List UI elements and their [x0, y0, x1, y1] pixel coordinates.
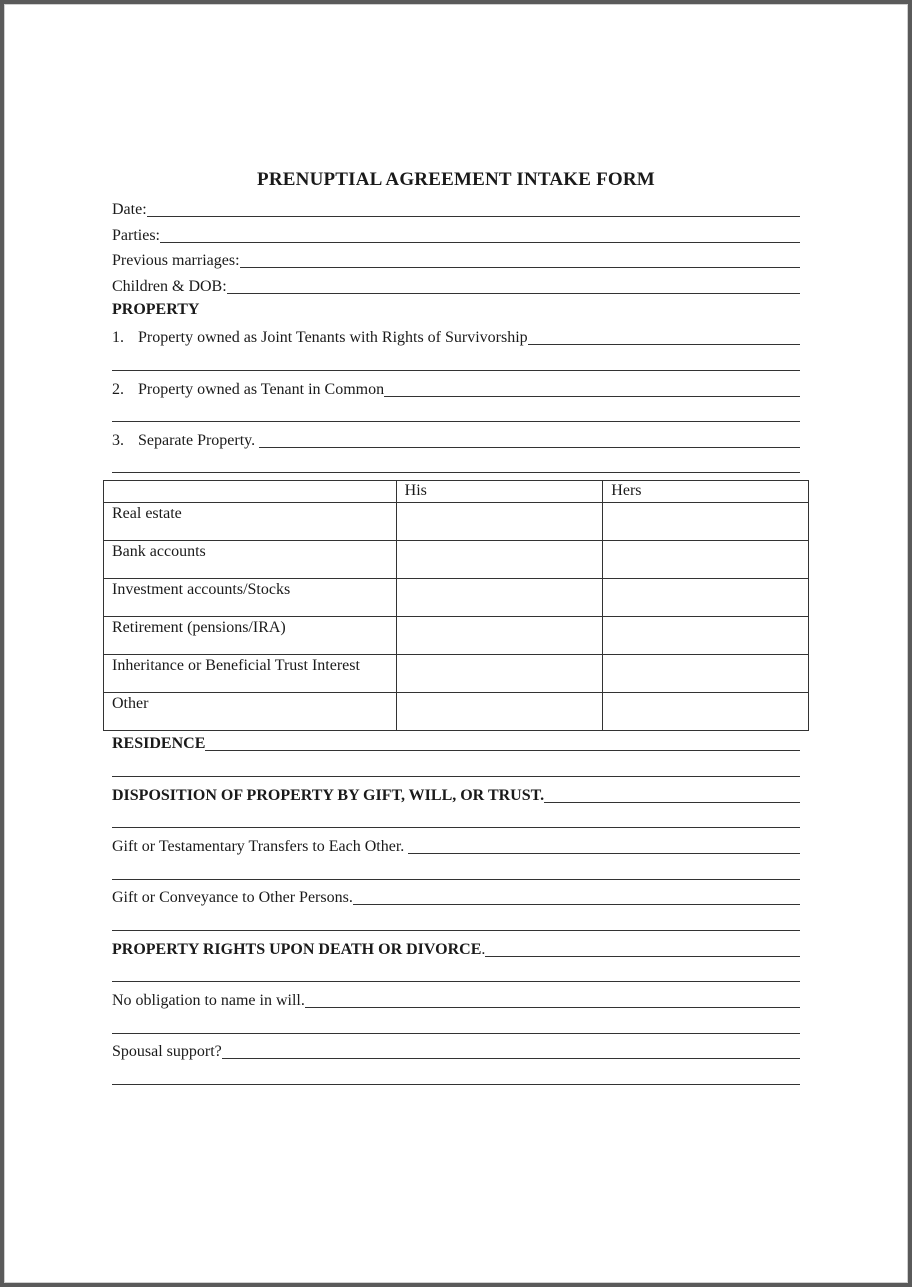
property-item-3[interactable] [112, 429, 800, 451]
table-row-label: Retirement (pensions/IRA) [104, 617, 397, 655]
no-obligation-label: No obligation to name in will. [112, 992, 305, 1009]
his-cell[interactable] [396, 617, 603, 655]
spousal-support-field[interactable] [112, 1040, 800, 1062]
property-item-line[interactable] [259, 447, 800, 448]
previous-marriages-field[interactable] [112, 249, 800, 271]
blank-line[interactable] [112, 1084, 800, 1085]
his-cell[interactable] [396, 693, 603, 731]
his-cell[interactable] [396, 503, 603, 541]
property-item-2[interactable] [112, 378, 800, 400]
blank-line[interactable] [112, 827, 800, 828]
table-row [104, 541, 809, 579]
table-header-row [104, 481, 809, 503]
previous-marriages-label: Previous marriages: [112, 252, 240, 269]
property-item-line[interactable] [528, 344, 800, 345]
property-item-line[interactable] [384, 396, 800, 397]
hers-cell[interactable] [603, 655, 809, 693]
hers-cell[interactable] [603, 503, 809, 541]
residence-line[interactable] [205, 750, 800, 751]
table-header-empty [104, 481, 397, 503]
disposition-field[interactable] [112, 784, 800, 806]
spousal-support-label: Spousal support? [112, 1043, 222, 1060]
parties-label: Parties: [112, 227, 160, 244]
rights-death-divorce-field[interactable] [112, 938, 800, 960]
property-item-number: 2. [112, 381, 124, 398]
children-dob-line[interactable] [227, 293, 800, 294]
table-row [104, 503, 809, 541]
table-row-label: Bank accounts [104, 541, 397, 579]
parties-line[interactable] [160, 242, 800, 243]
blank-line[interactable] [112, 879, 800, 880]
disposition-label: DISPOSITION OF PROPERTY BY GIFT, WILL, OR TRUST. [112, 787, 545, 804]
gift-transfers-field[interactable] [112, 835, 800, 857]
form-title: PRENUPTIAL AGREEMENT INTAKE FORM [257, 169, 655, 190]
blank-line[interactable] [112, 370, 800, 371]
property-item-number: 3. [112, 432, 124, 449]
hers-cell[interactable] [603, 617, 809, 655]
blank-line[interactable] [112, 930, 800, 931]
no-obligation-line[interactable] [305, 1007, 800, 1008]
gift-conveyance-label: Gift or Conveyance to Other Persons. [112, 889, 353, 906]
rights-death-divorce-line[interactable] [485, 956, 800, 957]
blank-line[interactable] [112, 421, 800, 422]
date-label: Date: [112, 201, 147, 218]
residence-label: RESIDENCE [112, 735, 206, 752]
rights-death-divorce-period: . [481, 941, 486, 958]
blank-line[interactable] [112, 1033, 800, 1034]
hers-cell[interactable] [603, 541, 809, 579]
table-row [104, 617, 809, 655]
blank-line[interactable] [112, 776, 800, 777]
hers-cell[interactable] [603, 693, 809, 731]
table-row [104, 693, 809, 731]
table-row-label: Investment accounts/Stocks [104, 579, 397, 617]
spousal-support-line[interactable] [222, 1058, 800, 1059]
blank-line[interactable] [112, 981, 800, 982]
children-dob-label: Children & DOB: [112, 278, 227, 295]
property-item-1[interactable] [112, 326, 800, 348]
table-row-label: Other [104, 693, 397, 731]
property-heading: PROPERTY [112, 301, 200, 318]
hers-cell[interactable] [603, 579, 809, 617]
gift-transfers-line[interactable] [408, 853, 800, 854]
previous-marriages-line[interactable] [240, 267, 800, 268]
rights-death-divorce-label: PROPERTY RIGHTS UPON DEATH OR DIVORCE [112, 941, 482, 958]
residence-field[interactable] [112, 732, 800, 754]
date-field[interactable] [112, 198, 800, 220]
property-item-label: Property owned as Joint Tenants with Rights of Survivorship [138, 329, 528, 346]
gift-transfers-label: Gift or Testamentary Transfers to Each Other. [112, 838, 409, 855]
date-line[interactable] [147, 216, 800, 217]
table-row-label: Real estate [104, 503, 397, 541]
gift-conveyance-line[interactable] [353, 904, 800, 905]
disposition-line[interactable] [544, 802, 800, 803]
property-item-label: Property owned as Tenant in Common [138, 381, 385, 398]
children-dob-field[interactable] [112, 275, 800, 297]
his-cell[interactable] [396, 541, 603, 579]
table-row-label: Inheritance or Beneficial Trust Interest [104, 655, 397, 693]
his-cell[interactable] [396, 579, 603, 617]
his-cell[interactable] [396, 655, 603, 693]
property-item-number: 1. [112, 329, 124, 346]
table-row [104, 579, 809, 617]
parties-field[interactable] [112, 224, 800, 246]
table-header-his: His [396, 481, 603, 503]
no-obligation-field[interactable] [112, 989, 800, 1011]
table-header-hers: Hers [603, 481, 809, 503]
gift-conveyance-field[interactable] [112, 886, 800, 908]
table-row [104, 655, 809, 693]
property-item-label: Separate Property. [138, 432, 260, 449]
blank-line[interactable] [112, 472, 800, 473]
property-table [103, 480, 809, 731]
